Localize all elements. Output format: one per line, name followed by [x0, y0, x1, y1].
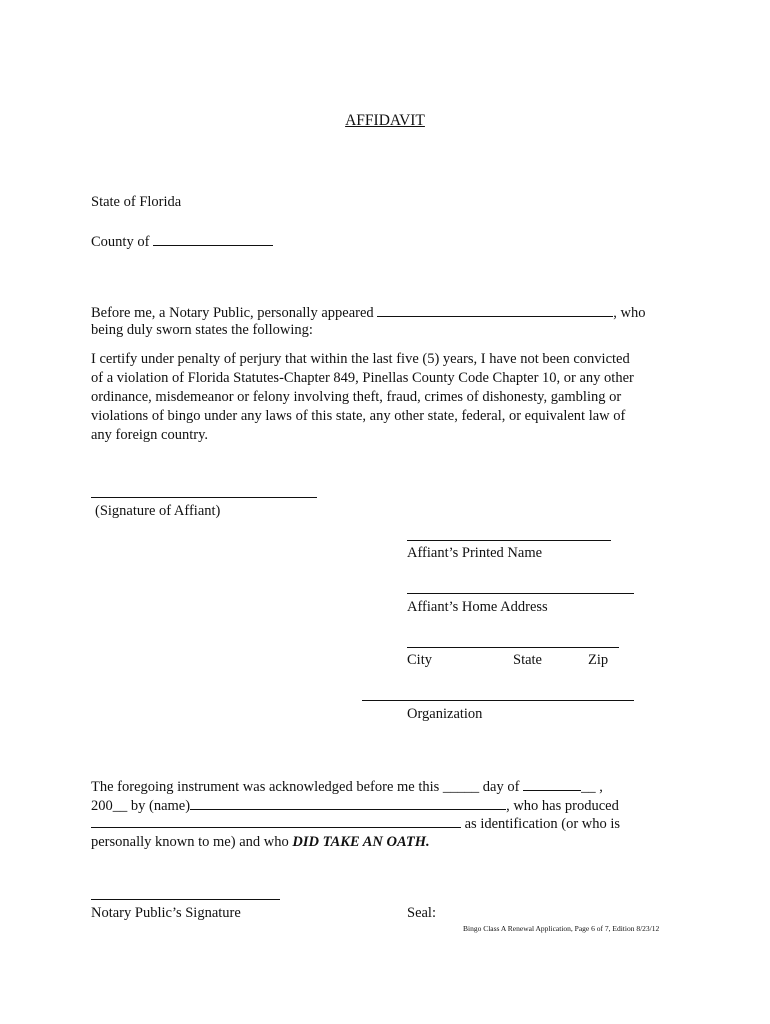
acknowledgment-line-1 [91, 777, 603, 796]
notary-signature-label: Notary Public’s Signature [91, 905, 241, 921]
before-me-suffix: , who [613, 305, 646, 321]
state-line: State of Florida [91, 194, 182, 210]
acknowledgment-text: 200__ by (name) [91, 798, 191, 814]
signature-of-affiant-label: (Signature of Affiant) [95, 503, 221, 519]
before-me-text: Before me, a Notary Public, personally appeared [91, 305, 374, 321]
acknowledgment-text: , who has produced [506, 798, 619, 814]
seal-label: Seal: [407, 905, 436, 921]
before-me-line [91, 303, 646, 322]
acknowledgment-text: The foregoing instrument was acknowledged before me this _____ day of [91, 779, 520, 795]
city-state-zip-line[interactable] [407, 647, 619, 648]
certify-line: I certify under penalty of perjury that within the last five (5) years, I have not been convicted [91, 351, 630, 367]
before-me-line-2: being duly sworn states the following: [91, 322, 313, 338]
acknowledgment-line-3 [91, 814, 620, 833]
document-title: AFFIDAVIT [345, 112, 425, 129]
city-label: City [407, 652, 432, 668]
organization-line[interactable] [362, 700, 634, 701]
identification-blank[interactable] [91, 814, 461, 828]
acknowledgment-line-2 [91, 796, 619, 815]
home-address-label: Affiant’s Home Address [407, 599, 548, 615]
county-label: County of [91, 234, 150, 250]
home-address-line[interactable] [407, 593, 634, 594]
printed-name-label: Affiant’s Printed Name [407, 545, 543, 561]
certify-line: ordinance, misdemeanor or felony involving theft, fraud, crimes of dishonesty, gambling or [91, 389, 622, 405]
certify-line: any foreign country. [91, 427, 209, 443]
zip-label: Zip [588, 652, 609, 668]
oath-statement: DID TAKE AN OATH. [292, 834, 430, 850]
notary-name-blank[interactable] [190, 796, 506, 810]
page-footer: Bingo Class A Renewal Application, Page 6 of 7, Edition 8/23/12 [463, 924, 660, 933]
affiant-signature-line[interactable] [91, 497, 317, 498]
state-label: State [513, 652, 542, 668]
county-blank[interactable] [153, 232, 273, 246]
organization-label: Organization [407, 706, 483, 722]
month-blank[interactable] [523, 777, 581, 791]
acknowledgment-text: personally known to me) and who [91, 834, 293, 850]
certification-paragraph [91, 350, 671, 445]
certify-line: of a violation of Florida Statutes-Chapter 849, Pinellas County Code Chapter 10, or any other [91, 370, 634, 386]
affiant-name-blank[interactable] [377, 303, 613, 317]
printed-name-line[interactable] [407, 540, 611, 541]
certify-line: violations of bingo under any laws of this state, any other state, federal, or equivalent law of [91, 408, 626, 424]
acknowledgment-line-4 [91, 833, 430, 851]
notary-signature-line[interactable] [91, 899, 280, 900]
acknowledgment-text: __ , [581, 779, 603, 795]
acknowledgment-text: as identification (or who is [461, 816, 621, 832]
county-line [91, 232, 273, 251]
